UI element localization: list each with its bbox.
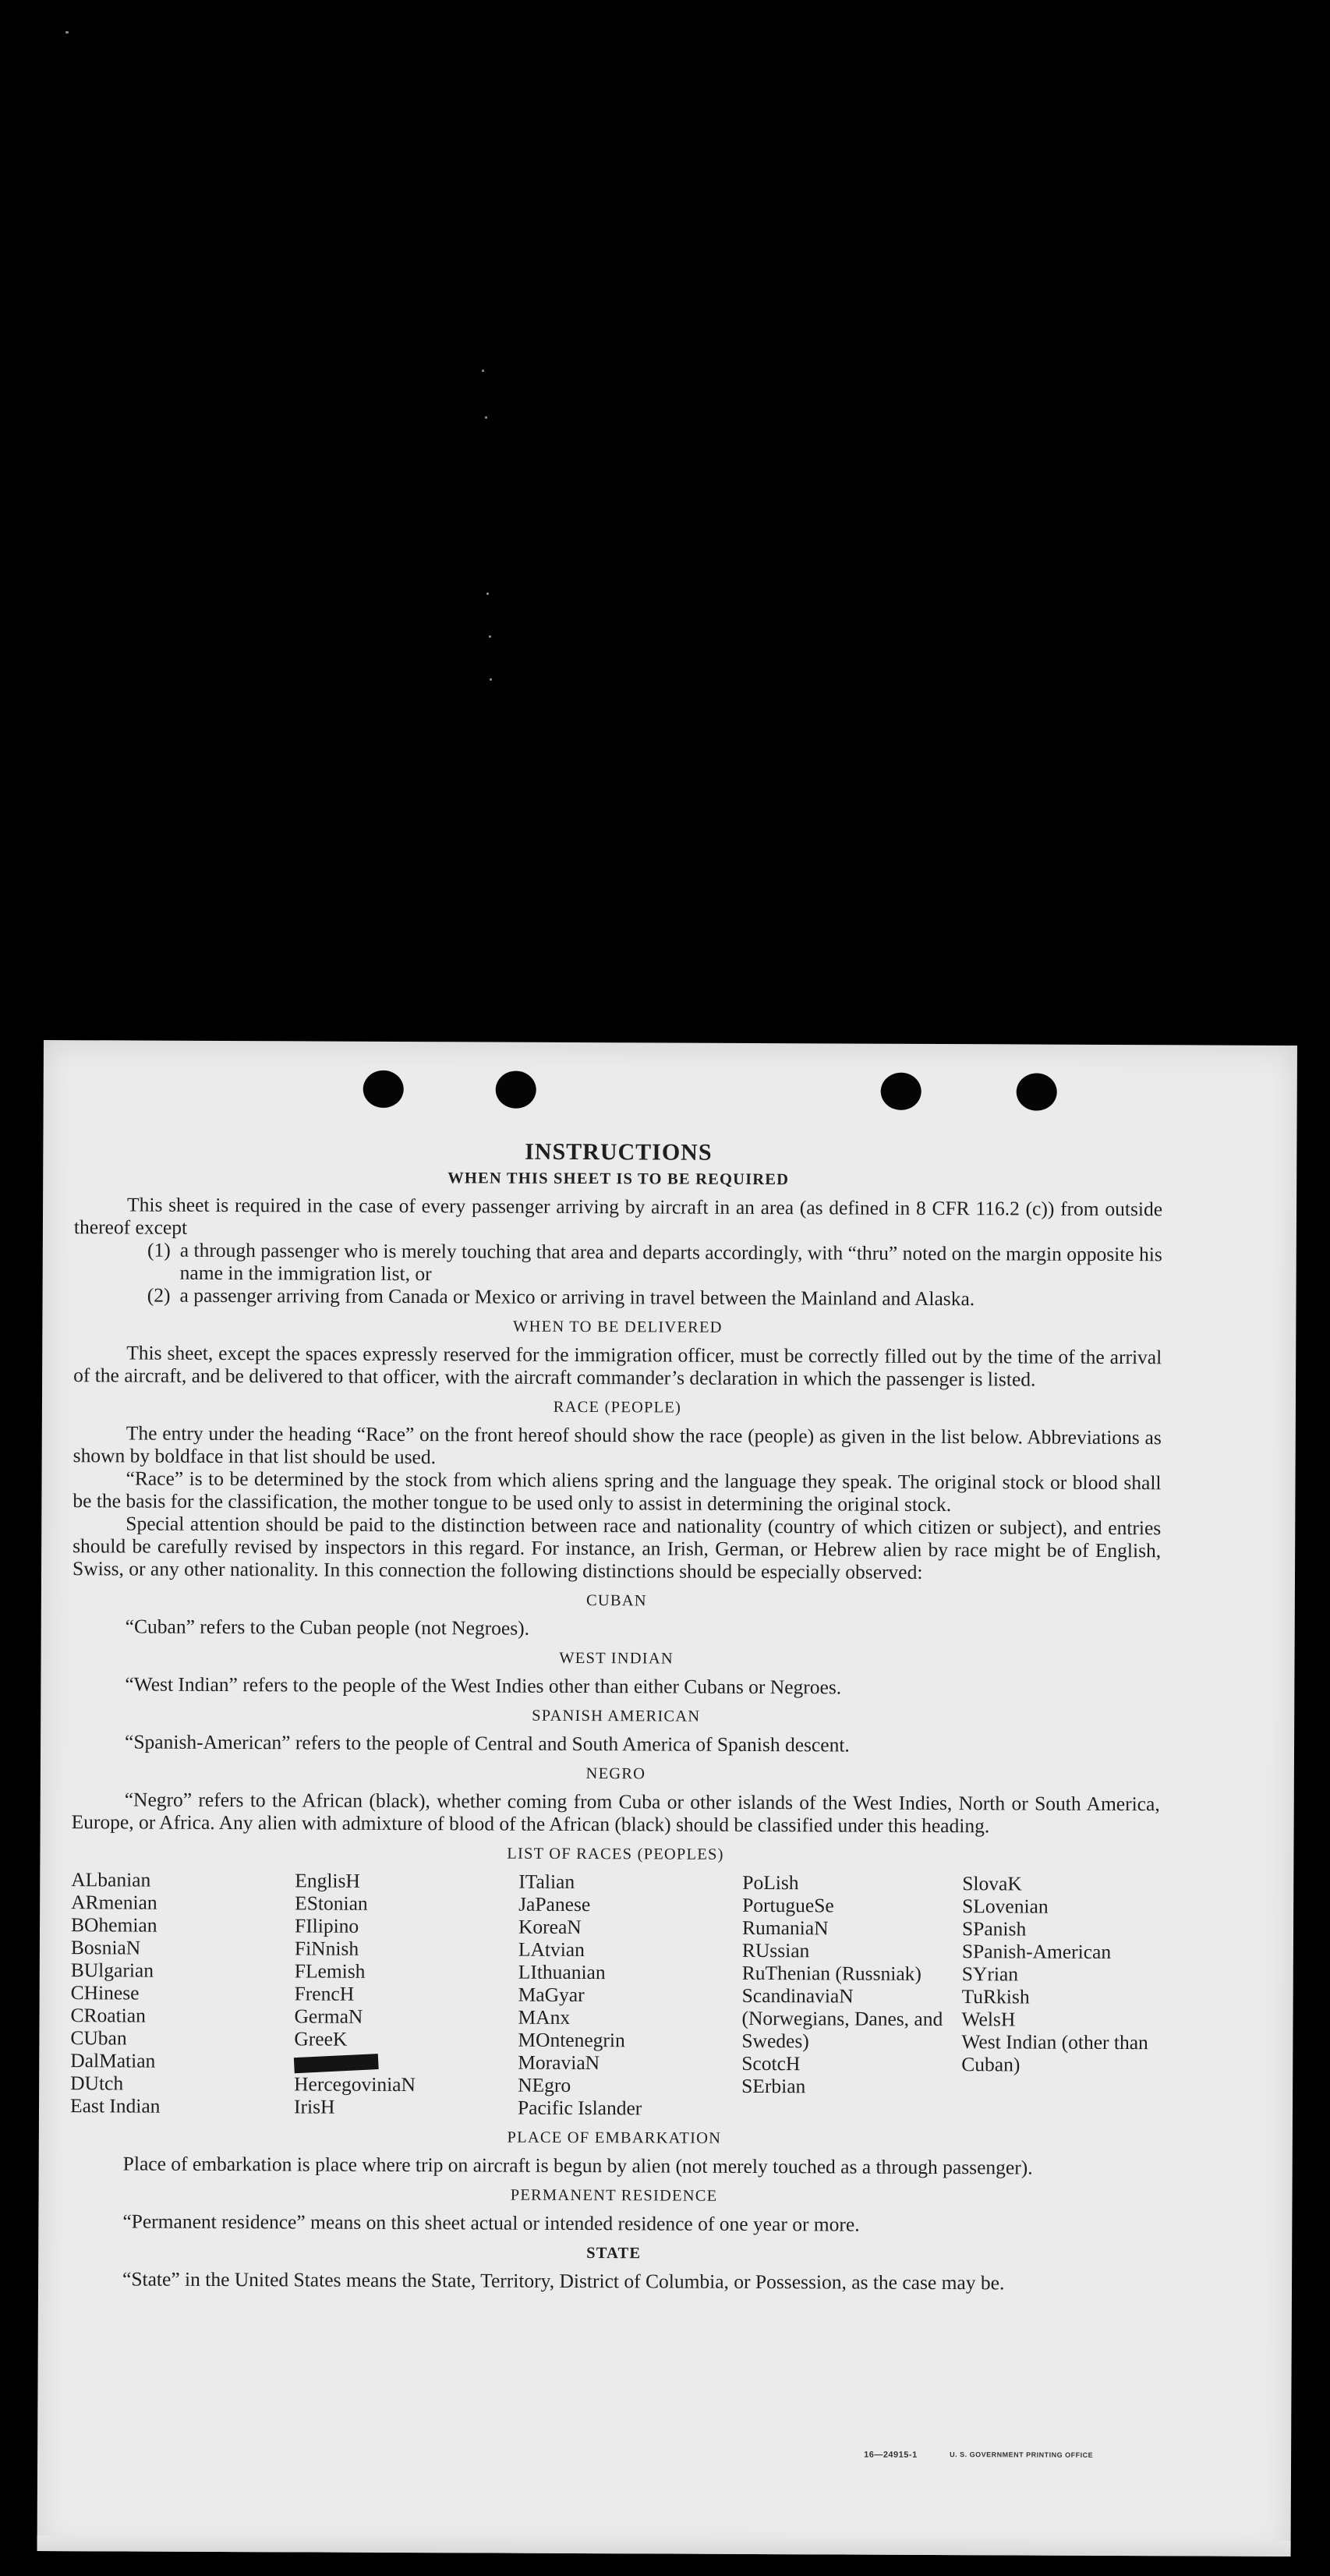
race-entry: IrisH <box>293 2095 335 2118</box>
race-entry: SLovenian <box>962 1895 1049 1918</box>
when-delivered-text: This sheet, except the spaces expressly reserved for the immigration officer, must be correctly filled out by the time of the arrival of the aircraft, and be delivered to that officer, with the aircraft commander’s declaration in which the passenger is listed. <box>73 1341 1162 1391</box>
race-entry: RuThenian (Russniak) <box>741 1961 922 1985</box>
negro-text: “Negro” refers to the African (black), whether coming from Cuba or other islands of the West Indies, North or South America, Europe, or Africa. Any alien with admixture of blood of the African (black) should be classified under this heading. <box>71 1788 1160 1838</box>
races-column <box>294 1869 518 2118</box>
exception-item <box>74 1283 1162 1311</box>
race-entry: ScotcH <box>741 2051 801 2075</box>
scan-speck <box>482 370 484 372</box>
race-entry: MaGyar <box>518 1983 585 2007</box>
when-required-intro: This sheet is required in the case of every passenger arriving by aircraft in an area (as defined in 8 CFR 116.2 (c)) from outside thereof except <box>73 1193 1163 1239</box>
cuban-text: “Cuban” refers to the Cuban people (not Negroes). <box>125 1615 530 1640</box>
race-entry: ARmenian <box>71 1891 157 1914</box>
race-entry: WelsH <box>961 2008 1016 2031</box>
race-paragraph: “Race” is to be determined by the stock from which aliens spring and the language they speak. The original stock or blood shall be the basis for the classification, the mother tongue to be used only to assist in determining the original stock. <box>73 1467 1162 1516</box>
race-entry: BUlgarian <box>70 1959 154 1982</box>
heading-spanish-american: SPANISH AMERICAN <box>532 1707 701 1725</box>
race-entry: SPanish <box>961 1917 1027 1941</box>
race-entry: ALbanian <box>71 1868 151 1891</box>
heading-residence: PERMANENT RESIDENCE <box>510 2186 718 2205</box>
race-entry: RumaniaN <box>741 1916 829 1940</box>
race-entry: DUtch <box>70 2072 124 2095</box>
race-entry: HercegoviniaN <box>294 2072 416 2097</box>
scan-speck <box>486 593 489 595</box>
race-entry: RUssian <box>741 1938 810 1962</box>
punch-hole <box>1017 1073 1057 1110</box>
instructions-content <box>69 1138 1162 2295</box>
race-entry: EnglisH <box>295 1869 360 1892</box>
race-entry: DalMatian <box>70 2049 156 2072</box>
race-entry: MAnx <box>518 2005 571 2029</box>
heading-cuban: CUBAN <box>585 1592 647 1610</box>
race-entry: NEgro <box>518 2073 571 2097</box>
heading-when-delivered: WHEN TO BE DELIVERED <box>513 1318 723 1336</box>
race-entry: FIlipino <box>294 1914 359 1937</box>
race-entry: BosniaN <box>70 1936 141 1959</box>
embarkation-text: Place of embarkation is place where trip on aircraft is begun by alien (not merely touched as a through passenger). <box>122 2152 1033 2179</box>
races-column <box>961 1872 1157 2121</box>
redaction-mark <box>294 2054 379 2073</box>
race-entry: CRoatian <box>70 2004 146 2027</box>
race-entry: SlovaK <box>962 1872 1022 1895</box>
punch-hole <box>496 1071 536 1109</box>
exception-text: a passenger arriving from Canada or Mexico or arriving in travel between the Mainland and Alaska. <box>179 1283 975 1311</box>
punch-hole <box>363 1070 404 1108</box>
punch-hole <box>881 1073 921 1110</box>
race-entry: CUban <box>70 2026 127 2050</box>
race-entry: JaPanese <box>518 1892 591 1916</box>
races-list <box>70 1868 1159 2121</box>
race-entry: SYrian <box>961 1962 1019 1986</box>
race-entry: FiNnish <box>294 1937 359 1960</box>
race-entry: West Indian (other than Cuban) <box>961 2030 1148 2076</box>
heading-negro: NEGRO <box>585 1765 646 1783</box>
exception-item <box>74 1238 1162 1288</box>
printer-imprint: U. S. GOVERNMENT PRINTING OFFICE <box>950 2450 1094 2459</box>
heading-when-required: WHEN THIS SHEET IS TO BE REQUIRED <box>447 1169 790 1189</box>
race-entry: CHinese <box>70 1981 140 2005</box>
heading-embarkation: PLACE OF EMBARKATION <box>507 2128 722 2147</box>
redacted-entry <box>294 2050 518 2073</box>
west-indian-text: “West Indian” refers to the people of the West Indies other than either Cubans or Negroes. <box>125 1672 842 1699</box>
exception-number: (2) <box>147 1283 171 1307</box>
exception-number: (1) <box>147 1238 171 1261</box>
sheet-bottom-edge <box>37 2535 1291 2557</box>
race-entry: SPanish-American <box>961 1940 1112 1963</box>
race-entry: Pacific Islander <box>517 2096 642 2120</box>
race-entry: FrencH <box>294 1982 355 2005</box>
scan-speck <box>65 31 69 34</box>
race-entry: FLemish <box>294 1959 366 1983</box>
page-title: INSTRUCTIONS <box>525 1138 713 1166</box>
race-entry: ITalian <box>518 1870 575 1893</box>
form-number: 16—24915-1 <box>864 2450 918 2460</box>
races-column <box>741 1871 962 2121</box>
heading-state: STATE <box>586 2245 642 2263</box>
heading-race: RACE (PEOPLE) <box>553 1398 682 1417</box>
race-entry: LAtvian <box>518 1937 585 1962</box>
race-entry: EStonian <box>295 1891 368 1915</box>
races-column <box>70 1868 295 2118</box>
race-entry: KoreaN <box>518 1915 582 1939</box>
state-text: “State” in the United States means the State, Territory, District of Columbia, or Possession, as the case may be. <box>122 2267 1005 2295</box>
race-entry: GreeK <box>294 2027 348 2051</box>
race-entry: ScandinaviaN (Norwegians, Danes, and Swedes) <box>741 1983 943 2053</box>
races-column <box>518 1870 742 2120</box>
race-entry: PortugueSe <box>742 1893 834 1917</box>
race-entry: PoLish <box>742 1870 799 1895</box>
race-entry: MoraviaN <box>518 2051 600 2075</box>
scan-speck <box>489 635 491 638</box>
race-entry: East Indian <box>69 2094 161 2118</box>
race-paragraph: Special attention should be paid to the distinction between race and nationality (country of which citizen or subject), and entries should be carefully revised by inspectors in this regard. For instance, an Irish, German, or Hebrew alien by race might be of English, Swiss, or any other nationality. In this connection the following distinctions should be especially observed: <box>72 1512 1162 1583</box>
spanish-american-text: “Spanish-American” refers to the people of Central and South America of Spanish descent. <box>125 1730 850 1757</box>
race-entry: MOntenegrin <box>518 2028 625 2052</box>
exception-text: a through passenger who is merely touching that area and departs accordingly, with “thru” noted on the margin opposite his name in the immigration list, or <box>179 1238 1162 1286</box>
heading-west-indian: WEST INDIAN <box>559 1649 674 1668</box>
race-entry: SErbian <box>741 2074 806 2098</box>
race-entry: GermaN <box>294 2005 363 2028</box>
race-entry: LIthuanian <box>518 1960 606 1984</box>
document-sheet <box>37 1040 1297 2557</box>
race-entry: BOhemian <box>70 1913 157 1937</box>
race-paragraph: The entry under the heading “Race” on the front hereof should show the race (people) as given in the list below. Abbreviations as shown by boldface in that list should be used. <box>73 1421 1162 1469</box>
heading-list-of-races: LIST OF RACES (PEOPLES) <box>507 1845 724 1863</box>
race-entry: TuRkish <box>961 1985 1030 2008</box>
scan-speck <box>485 416 487 419</box>
scan-speck <box>490 678 492 681</box>
residence-text: “Permanent residence” means on this sheet actual or intended residence of one year or more. <box>122 2210 860 2236</box>
